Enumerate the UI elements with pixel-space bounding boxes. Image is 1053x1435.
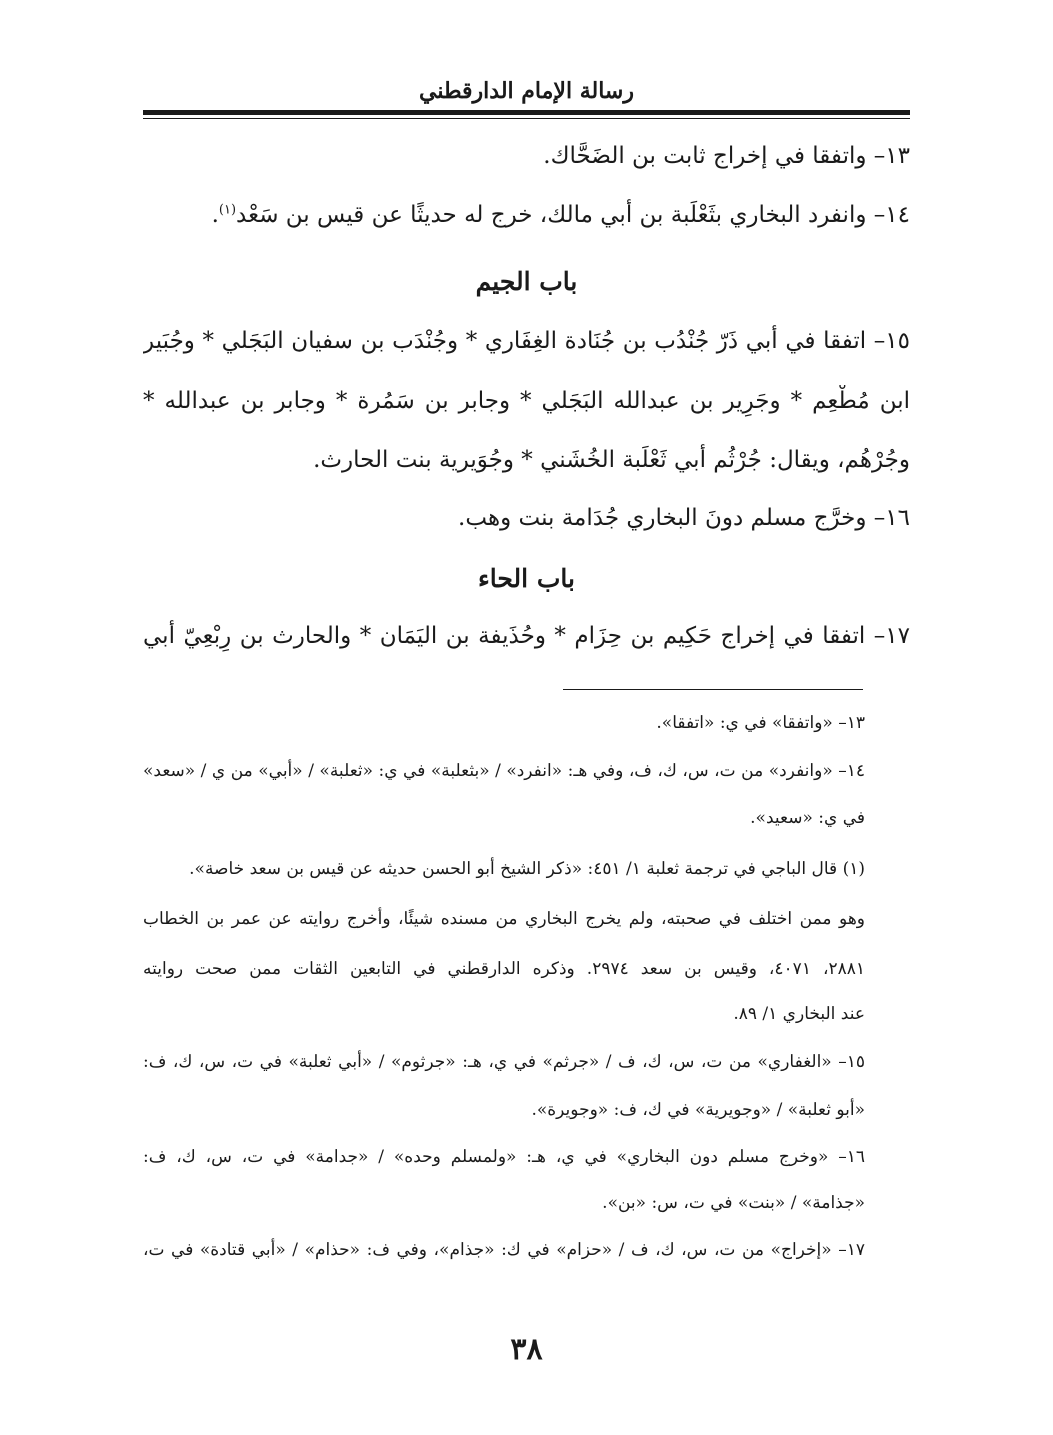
footnote-1-line-2: وهو ممن اختلف في صحبته، ولم يخرج البخاري من مسنده شيئًا، وأخرج روايته عن عمر بن الخطاب [143, 909, 865, 929]
footnote-15-line-1: ١٥– «الغفاري» من ت، س، ك، ف / «جرثم» في ي، هـ: «جرثوم» / «أبي ثعلبة» في ت، س، ك، ف: [143, 1052, 865, 1072]
footnote-16-line-2: «جذامة» / «بنت» في ت، س: «بن». [602, 1193, 865, 1213]
header-rule-thin [143, 118, 910, 119]
entry-14 [143, 199, 910, 232]
footnote-13: ١٣– «واتفقا» في ي: «اتفقا». [656, 713, 865, 733]
entry-14-end: . [211, 202, 219, 228]
footnote-16-line-1: ١٦– «وخرج مسلم دون البخاري» في ي، هـ: «ولمسلم وحده» / «جدامة» في ت، س، ك، ف: [143, 1147, 865, 1167]
entry-15-line-3: وجُرْهُم، ويقال: جُرْثُم أبي ثَعْلَبة الخُشَني * وجُوَيرية بنت الحارث. [313, 447, 910, 473]
section-heading-ha: باب الحاء [478, 564, 575, 593]
entry-17-line-1: ١٧– اتفقا في إخراج حَكِيم بن حِزَام * وحُذَيفة بن اليَمَان * والحارث بن رِبْعِيّ أبي [143, 623, 910, 649]
footnote-14-line-2: في ي: «سعيد». [750, 808, 865, 828]
page-number: ٣٨ [510, 1332, 543, 1367]
footnote-14-line-1: ١٤– «وانفرد» من ت، س، ك، ف، وفي هـ: «انفرد» / «بثعلبة» في ي: «ثعلبة» / «أبي» من ي / «سعد» [143, 761, 865, 781]
entry-16: ١٦– وخرَّج مسلم دونَ البخاري جُدَامة بنت وهب. [458, 505, 910, 531]
entry-13: ١٣– واتفقا في إخراج ثابت بن الضَحَّاك. [543, 143, 910, 169]
entry-15-line-2: ابن مُطْعِم * وجَرِير بن عبدالله البَجَلي * وجابر بن سَمُرة * وجابر بن عبدالله * [143, 388, 910, 414]
entry-14-text: ١٤– وانفرد البخاري بثَعْلَبة بن أبي مالك، خرج له حديثًا عن قيس بن سَعْد [236, 202, 910, 228]
footnote-1-line-3: ٢٨٨١، ٤٠٧١، وقيس بن سعد ٢٩٧٤. وذكره الدارقطني في التابعين الثقات ممن صحت روايته [143, 959, 865, 979]
entry-15-line-1: ١٥– اتفقا في أبي ذَرّ جُنْدُب بن جُنَادة الغِفَاري * وجُنْدَب بن سفيان البَجَلي * وجُبَير [143, 328, 910, 354]
footnote-1-line-4: عند البخاري ١/ ٨٩. [733, 1004, 865, 1024]
footnote-17-line-1: ١٧– «إخراج» من ت، س، ك، ف / «حزام» في ك: «جذام»، وفي ف: «حذام» / «أبي قتادة» في ت، [143, 1240, 865, 1260]
footnote-1-line-1: (١) قال الباجي في ترجمة ثعلبة ١/ ٤٥١: «ذكر الشيخ أبو الحسن حديثه عن قيس بن سعد خاصة». [189, 859, 865, 879]
footnote-separator [563, 689, 863, 690]
footnote-ref-1[interactable]: (١) [218, 202, 237, 218]
header-rule-thick [143, 110, 910, 115]
footnote-15-line-2: «أبو ثعلبة» / «وجويرية» في ك، ف: «وجويرة». [531, 1100, 865, 1120]
section-heading-jim: باب الجيم [475, 267, 578, 296]
running-title: رسالة الإمام الدارقطني [419, 78, 634, 104]
